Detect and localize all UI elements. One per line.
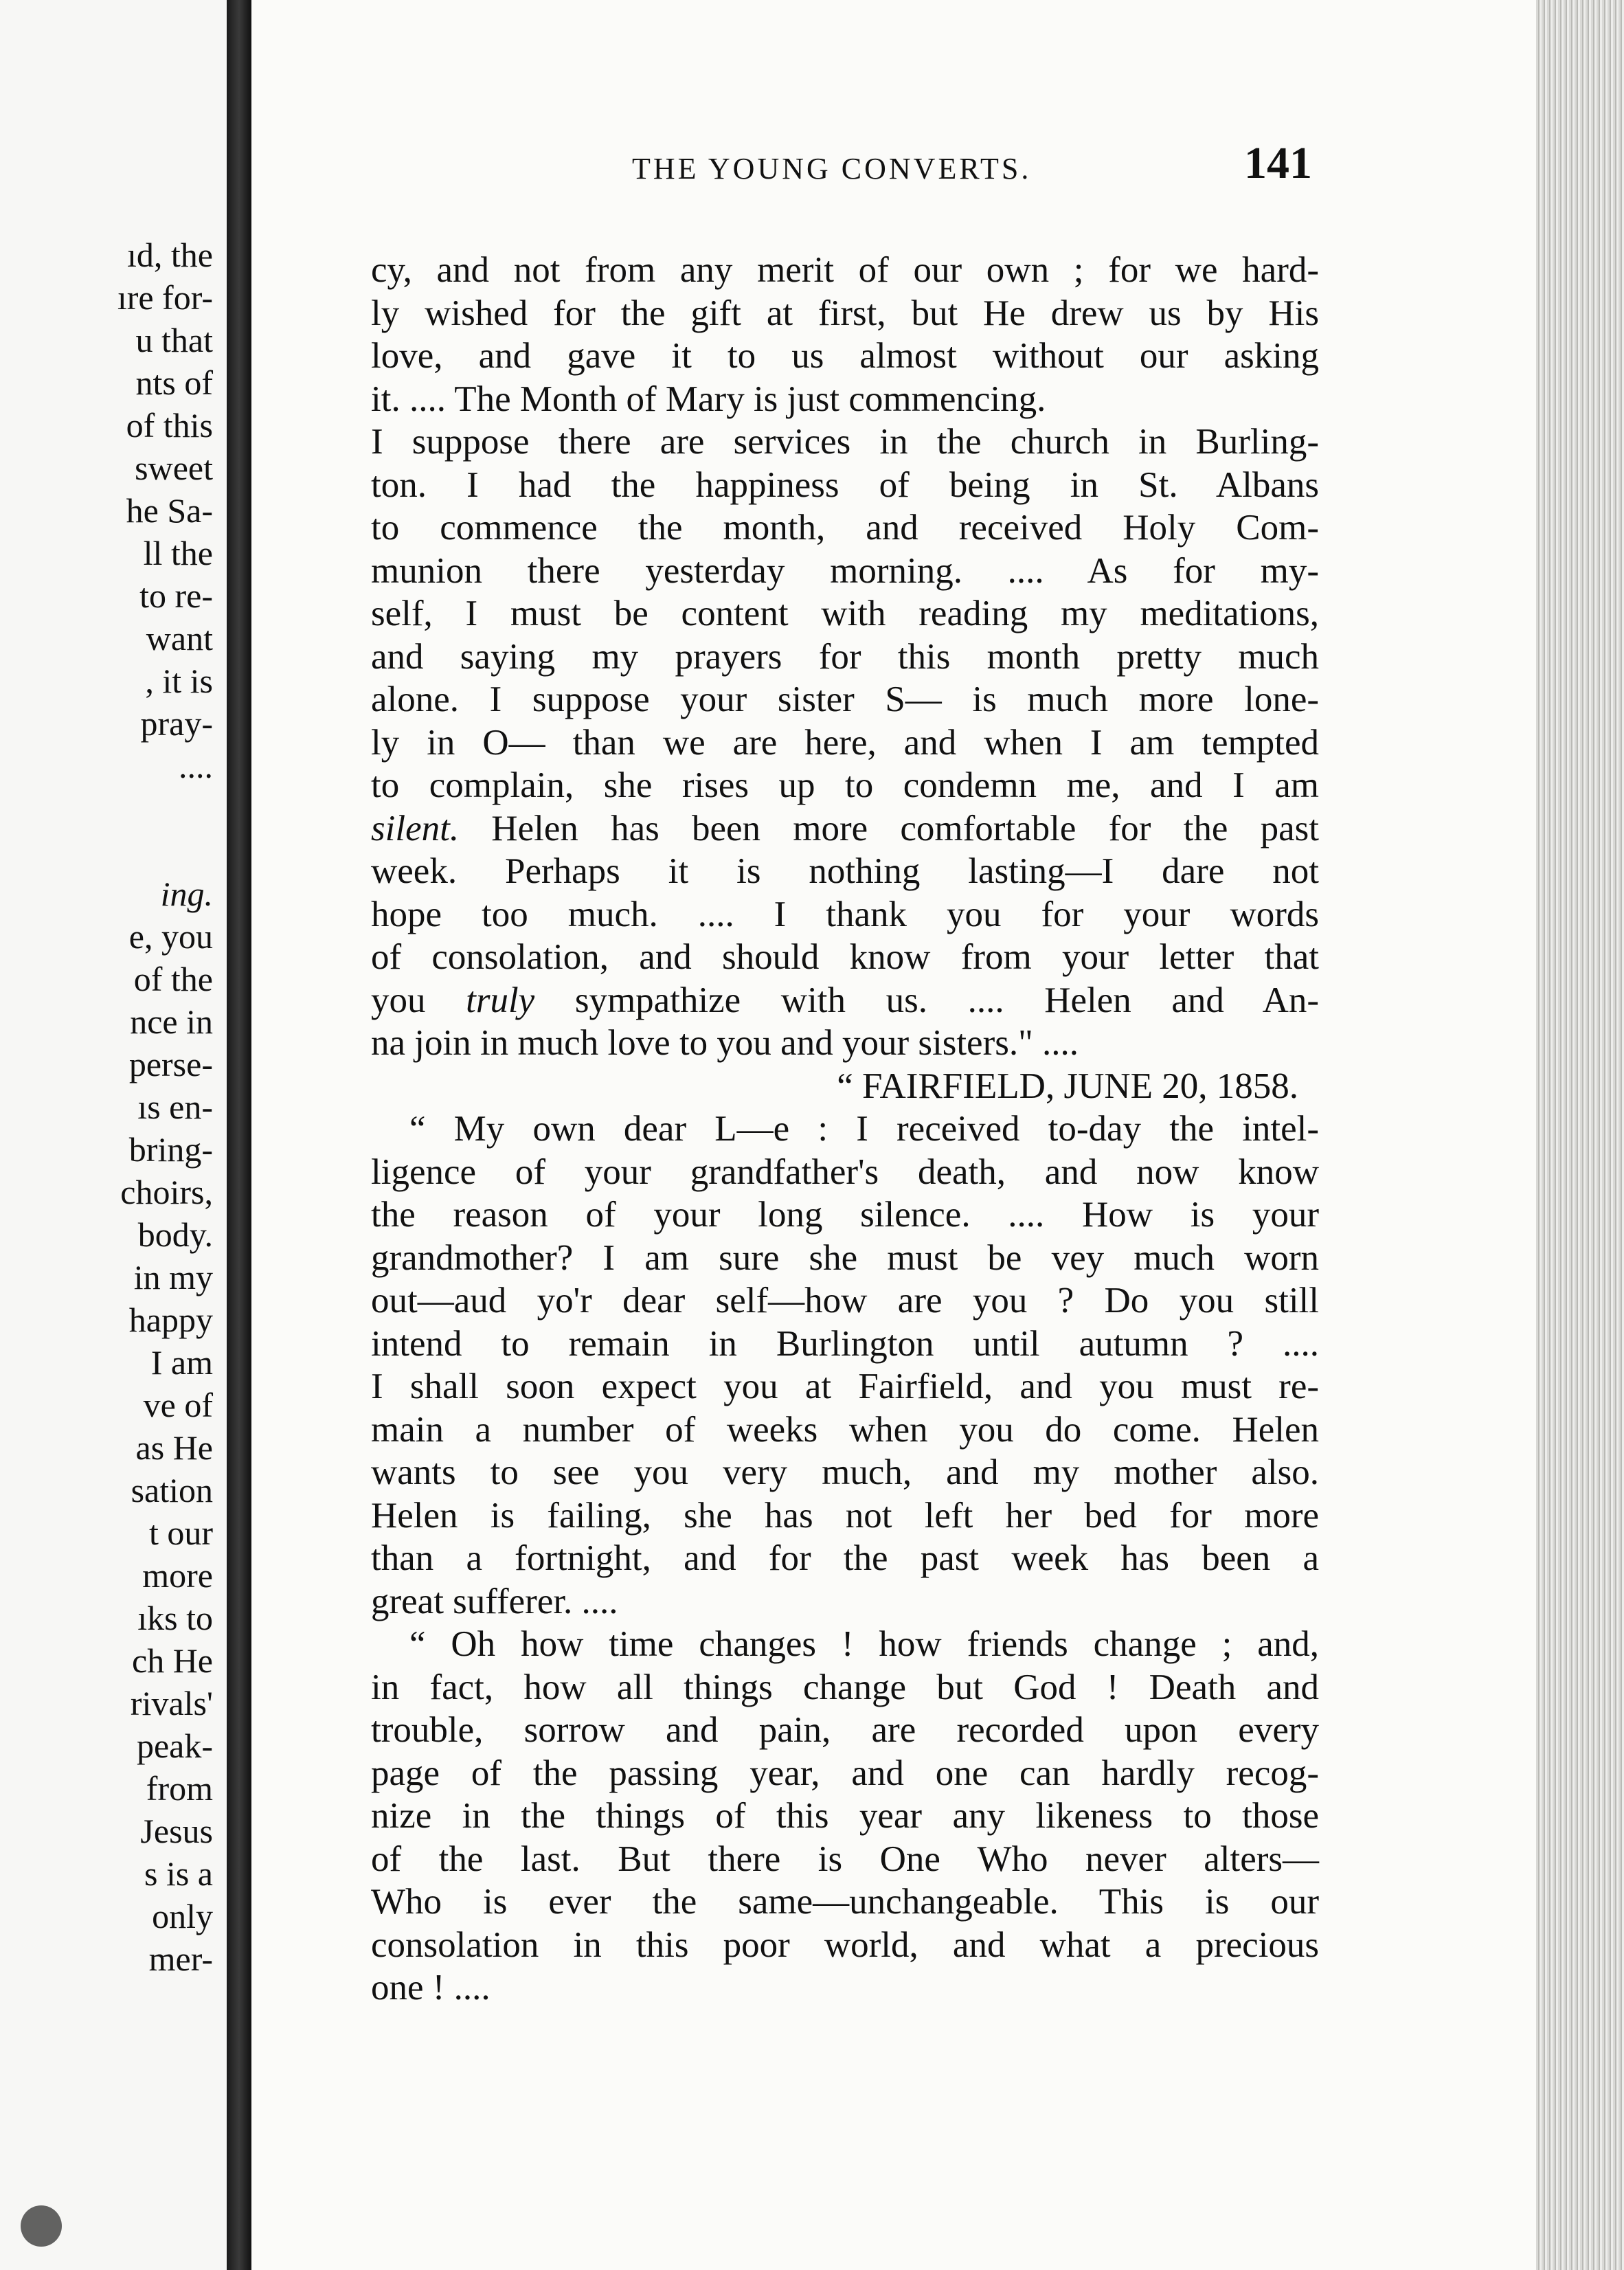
dateline-text: “ FAIRFIELD, JUNE 20, 1858.	[837, 1066, 1298, 1106]
left-page-fragment: choirs,	[120, 1173, 213, 1211]
left-page-fragment: sation	[131, 1471, 213, 1509]
page-number: 141	[1244, 138, 1312, 188]
text-line: alone. I suppose your sister S— is much more lone-	[371, 679, 1319, 719]
page-edges	[1536, 0, 1624, 2270]
left-page-fragment: nts of	[135, 363, 213, 402]
left-page-fragment: t our	[148, 1514, 213, 1552]
line-text: sympathize with us. .... Helen and An-	[534, 980, 1320, 1020]
header-title: THE YOUNG CONVERTS.	[632, 152, 1032, 186]
left-page-fragment: ıks to	[137, 1599, 213, 1637]
left-page-fragment: happy	[128, 1301, 213, 1339]
text-line: ly wished for the gift at first, but He drew us by His	[371, 293, 1319, 333]
left-page-fragment: in my	[133, 1258, 213, 1296]
text-line: I shall soon expect you at Fairfield, and you must re-	[371, 1367, 1319, 1406]
italic-emphasis: silent.	[371, 808, 460, 849]
text-line: it. .... The Month of Mary is just commencing.	[371, 379, 1046, 419]
left-page-fragment: ....	[179, 747, 213, 785]
text-line: of the last. But there is One Who never alters—	[371, 1839, 1319, 1879]
text-line: hope too much. .... I thank you for your words	[371, 894, 1319, 934]
left-page-fragment: ch He	[132, 1641, 213, 1680]
text-line: Who is ever the same—unchangeable. This is our	[371, 1882, 1319, 1922]
left-page-fragment: Jesus	[140, 1812, 213, 1850]
left-page-fragment: sweet	[135, 449, 213, 487]
text-line: “ My own dear L—e : I received to-day the intel-	[409, 1109, 1319, 1149]
text-line: love, and gave it to us almost without our asking	[371, 336, 1319, 376]
italic-emphasis: truly	[466, 980, 535, 1020]
left-page-fragment: mer-	[148, 1940, 213, 1978]
text-line: the reason of your long silence. .... How is your	[371, 1195, 1319, 1235]
left-page-fragment: nce in	[130, 1002, 213, 1041]
text-line: page of the passing year, and one can hardly recog-	[371, 1753, 1319, 1793]
text-line	[371, 979, 1319, 1022]
left-page-fragment: s is a	[144, 1854, 213, 1893]
left-page-fragment: perse-	[128, 1045, 213, 1083]
text-line: “ Oh how time changes ! how friends change ; and,	[409, 1624, 1319, 1664]
left-page-fragment: he Sa-	[126, 491, 213, 530]
left-page-fragment: bring-	[128, 1130, 213, 1169]
left-page-fragment: ıd, the	[127, 236, 213, 274]
left-page-fragment: e, you	[128, 917, 213, 956]
text-line: great sufferer. ....	[371, 1581, 618, 1621]
left-page-fragment: ve of	[143, 1386, 213, 1424]
ink-smudge	[21, 2205, 62, 2247]
text-line: week. Perhaps it is nothing lasting—I dare not	[371, 851, 1319, 891]
letter-dateline	[371, 1065, 1319, 1108]
text-line: and saying my prayers for this month pretty much	[371, 636, 1319, 677]
left-page-fragment: body.	[137, 1215, 213, 1254]
body-text	[371, 249, 1319, 2010]
left-page-fragment: pray-	[140, 704, 213, 743]
facing-left-page	[0, 0, 227, 2270]
left-page-fragment: of the	[133, 960, 213, 998]
text-line: nize in the things of this year any likeness to those	[371, 1796, 1319, 1836]
left-page-fragment: rivals'	[130, 1684, 213, 1722]
text-line: in fact, how all things change but God ! Death and	[371, 1667, 1319, 1707]
book-gutter	[227, 0, 251, 2270]
text-line: ligence of your grandfather's death, and now know	[371, 1151, 1319, 1192]
left-page-fragment: I am	[150, 1343, 213, 1382]
running-head	[385, 137, 1312, 192]
left-page-fragment: of this	[126, 406, 213, 445]
text-line: I suppose there are services in the church in Burling-	[371, 422, 1319, 462]
text-line: to commence the month, and received Holy Com-	[371, 508, 1319, 548]
text-line: out—aud yo'r dear self—how are you ? Do you still	[371, 1281, 1319, 1321]
text-line: na join in much love to you and your sisters." ....	[371, 1023, 1079, 1063]
left-page-fragment: ing.	[160, 875, 213, 913]
text-line: wants to see you very much, and my mother also.	[371, 1452, 1319, 1492]
left-page-fragment: ll the	[143, 534, 213, 572]
left-page-fragment: as He	[135, 1428, 213, 1467]
text-line: grandmother? I am sure she must be vey much worn	[371, 1237, 1319, 1278]
left-page-fragment: from	[146, 1769, 213, 1808]
text-line: of consolation, and should know from your letter that	[371, 937, 1319, 977]
text-line: trouble, sorrow and pain, are recorded upon every	[371, 1710, 1319, 1750]
text-line	[371, 807, 1319, 851]
left-page-fragment: peak-	[136, 1727, 213, 1765]
left-page-fragment: , it is	[145, 662, 213, 700]
left-page-fragment: only	[152, 1897, 213, 1935]
text-line: self, I must be content with reading my meditations,	[371, 594, 1319, 633]
line-text: Helen has been more comfortable for the past	[459, 808, 1319, 849]
text-line: Helen is failing, she has not left her bed for more	[371, 1495, 1319, 1536]
text-line: ton. I had the happiness of being in St. Albans	[371, 464, 1319, 505]
left-page-fragment: more	[142, 1556, 213, 1595]
text-line: one ! ....	[371, 1968, 490, 2008]
text-line: than a fortnight, and for the past week has been a	[371, 1538, 1319, 1578]
line-text: you	[371, 980, 466, 1020]
text-line: ly in O— than we are here, and when I am tempted	[371, 722, 1319, 763]
text-line: cy, and not from any merit of our own ; for we hard-	[371, 250, 1319, 290]
left-page-fragment: ıre for-	[117, 278, 213, 317]
text-line: intend to remain in Burlington until autumn ? ....	[371, 1323, 1319, 1364]
left-page-fragment: to re-	[139, 576, 213, 615]
text-line: to complain, she rises up to condemn me, and I am	[371, 765, 1319, 805]
left-page-fragment: ıs en-	[137, 1088, 213, 1126]
left-page-fragment: want	[146, 619, 213, 658]
text-line: main a number of weeks when you do come. Helen	[371, 1409, 1319, 1450]
text-line: munion there yesterday morning. .... As for my-	[371, 550, 1319, 591]
text-line: consolation in this poor world, and what a precious	[371, 1924, 1319, 1965]
left-page-fragment: u that	[135, 321, 213, 359]
